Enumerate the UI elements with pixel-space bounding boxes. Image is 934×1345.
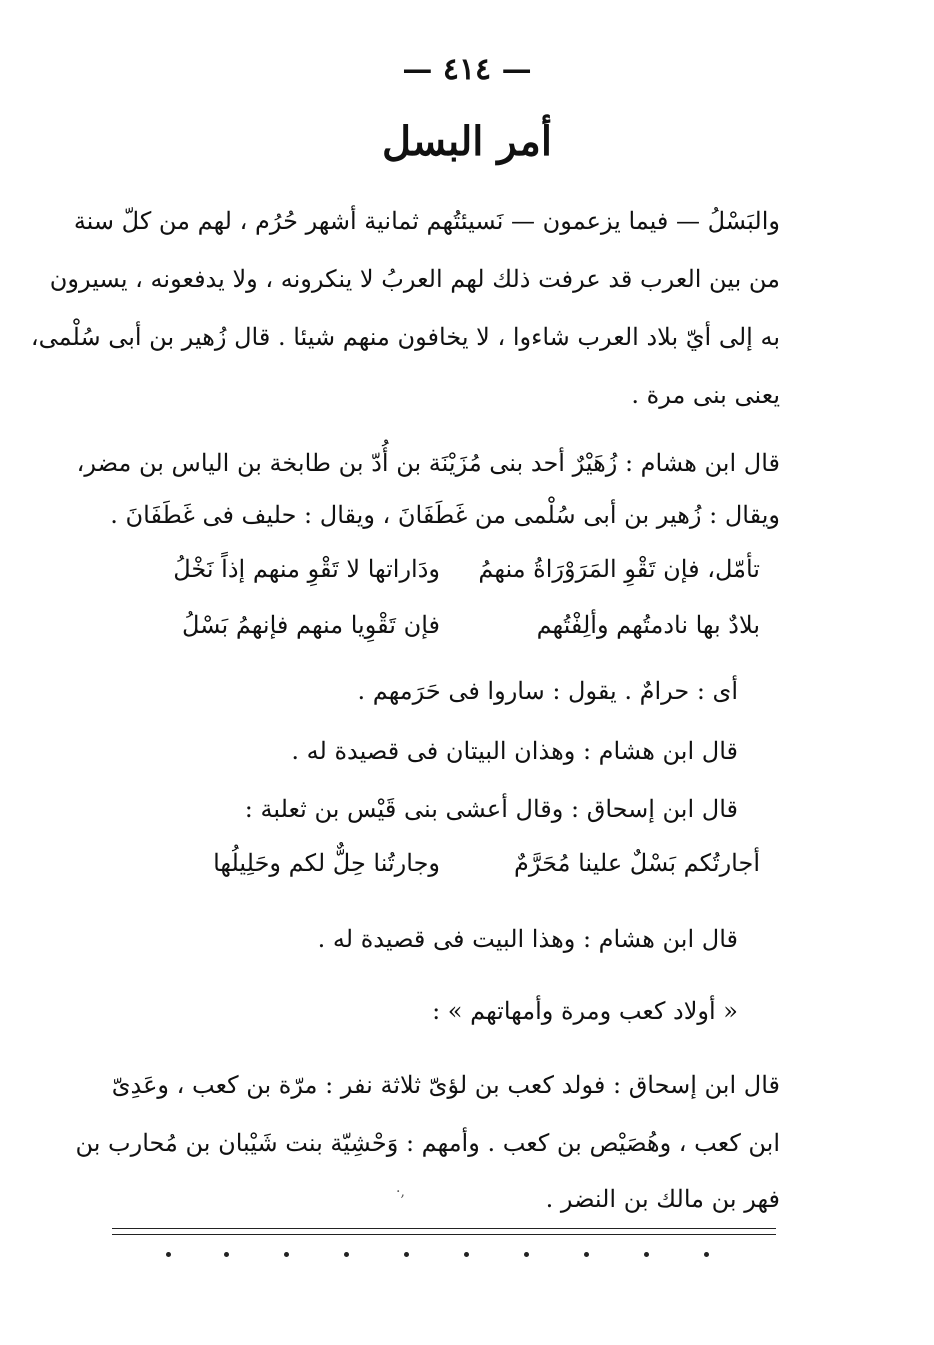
footnote-dots-row — [150, 1248, 730, 1268]
footnote-rule — [112, 1228, 776, 1229]
footnote-dot — [344, 1252, 349, 1257]
page-number: — ٤١٤ — — [402, 52, 532, 87]
footnote-dot — [464, 1252, 469, 1257]
paragraph-1-line-2: من بين العرب قد عرفت ذلك لهم العربُ لا ينكرونه ، ولا يدفعونه ، يسيرون — [49, 265, 780, 293]
footnote-dot — [644, 1252, 649, 1257]
section-heading: « أولاد كعب ومرة وأمهاتهم » : — [432, 997, 738, 1025]
note-line-1: قال ابن هشام : وهذان البيتان فى قصيدة له . — [291, 737, 738, 765]
footnote-dot — [704, 1252, 709, 1257]
verse-3-hemistich-left: وجارتُنا حِلٌّ لكم وحَلِيلُها — [213, 849, 440, 877]
verse-3-hemistich-right: أجارتُكم بَسْلٌ علينا مُحَرَّمٌ — [514, 849, 760, 877]
paragraph-1-line-3: به إلى أيّ بلاد العرب شاءوا ، لا يخافون منهم شيئا . قال زُهير بن أبى سُلْمى، — [30, 323, 780, 351]
paragraph-2-line-2: ويقال : زُهير بن أبى سُلْمى من غَطَفَانَ ، ويقال : حليف فى غَطَفَانَ . — [110, 501, 780, 529]
footnote-rule-double — [112, 1234, 776, 1235]
chapter-title: أمر البسل — [382, 118, 552, 165]
footnote-dot — [284, 1252, 289, 1257]
verse-1-hemistich-left: ودَاراتها لا تَقْوِ منهم إذاً نَخْلُ — [173, 555, 440, 583]
paragraph-3-line-1: قال ابن إسحاق : فولد كعب بن لؤىّ ثلاثة نفر : مرّة بن كعب ، وعَدِىّ — [111, 1071, 780, 1099]
gloss-line: أى : حرامٌ . يقول : ساروا فى حَرَمهم . — [357, 677, 738, 705]
paragraph-1-line-1: والبَسْلُ — فيما يزعمون — نَسيئتُهم ثمانية أشهر حُرُم ، لهم من كلّ سنة — [73, 207, 780, 235]
footnote-dot — [584, 1252, 589, 1257]
footnote-dot — [524, 1252, 529, 1257]
footnote-dot — [166, 1252, 171, 1257]
footnote-dot — [404, 1252, 409, 1257]
note-line-3: قال ابن هشام : وهذا البيت فى قصيدة له . — [317, 925, 738, 953]
paragraph-3-line-3: فهر بن مالك بن النضر . — [545, 1185, 780, 1213]
footnote-dot — [224, 1252, 229, 1257]
verse-2-hemistich-right: بلادٌ بها نادمتُهم وألِفْتُهم — [536, 611, 760, 639]
ink-speck: ·, — [396, 1184, 405, 1200]
verse-2-hemistich-left: فإن تَقْوِيا منهم فإنهمُ بَسْلُ — [181, 611, 440, 639]
paragraph-3-line-2: ابن كعب ، وهُصَيْص بن كعب . وأمهم : وَحْشِيّة بنت شَيْبان بن مُحارب بن — [75, 1129, 780, 1157]
verse-1-hemistich-right: تأمّل، فإن تَقْوِ المَرَوْرَاةُ منهمُ — [478, 555, 760, 583]
note-line-2: قال ابن إسحاق : وقال أعشى بنى قَيْس بن ثعلبة : — [244, 795, 738, 823]
paragraph-1-line-4: يعنى بنى مرة . — [631, 381, 780, 409]
paragraph-2-line-1: قال ابن هشام : زُهَيْرٌ أحد بنى مُزَيْنَة بن أُدّ بن طابخة بن الياس بن مضر، — [76, 449, 780, 477]
